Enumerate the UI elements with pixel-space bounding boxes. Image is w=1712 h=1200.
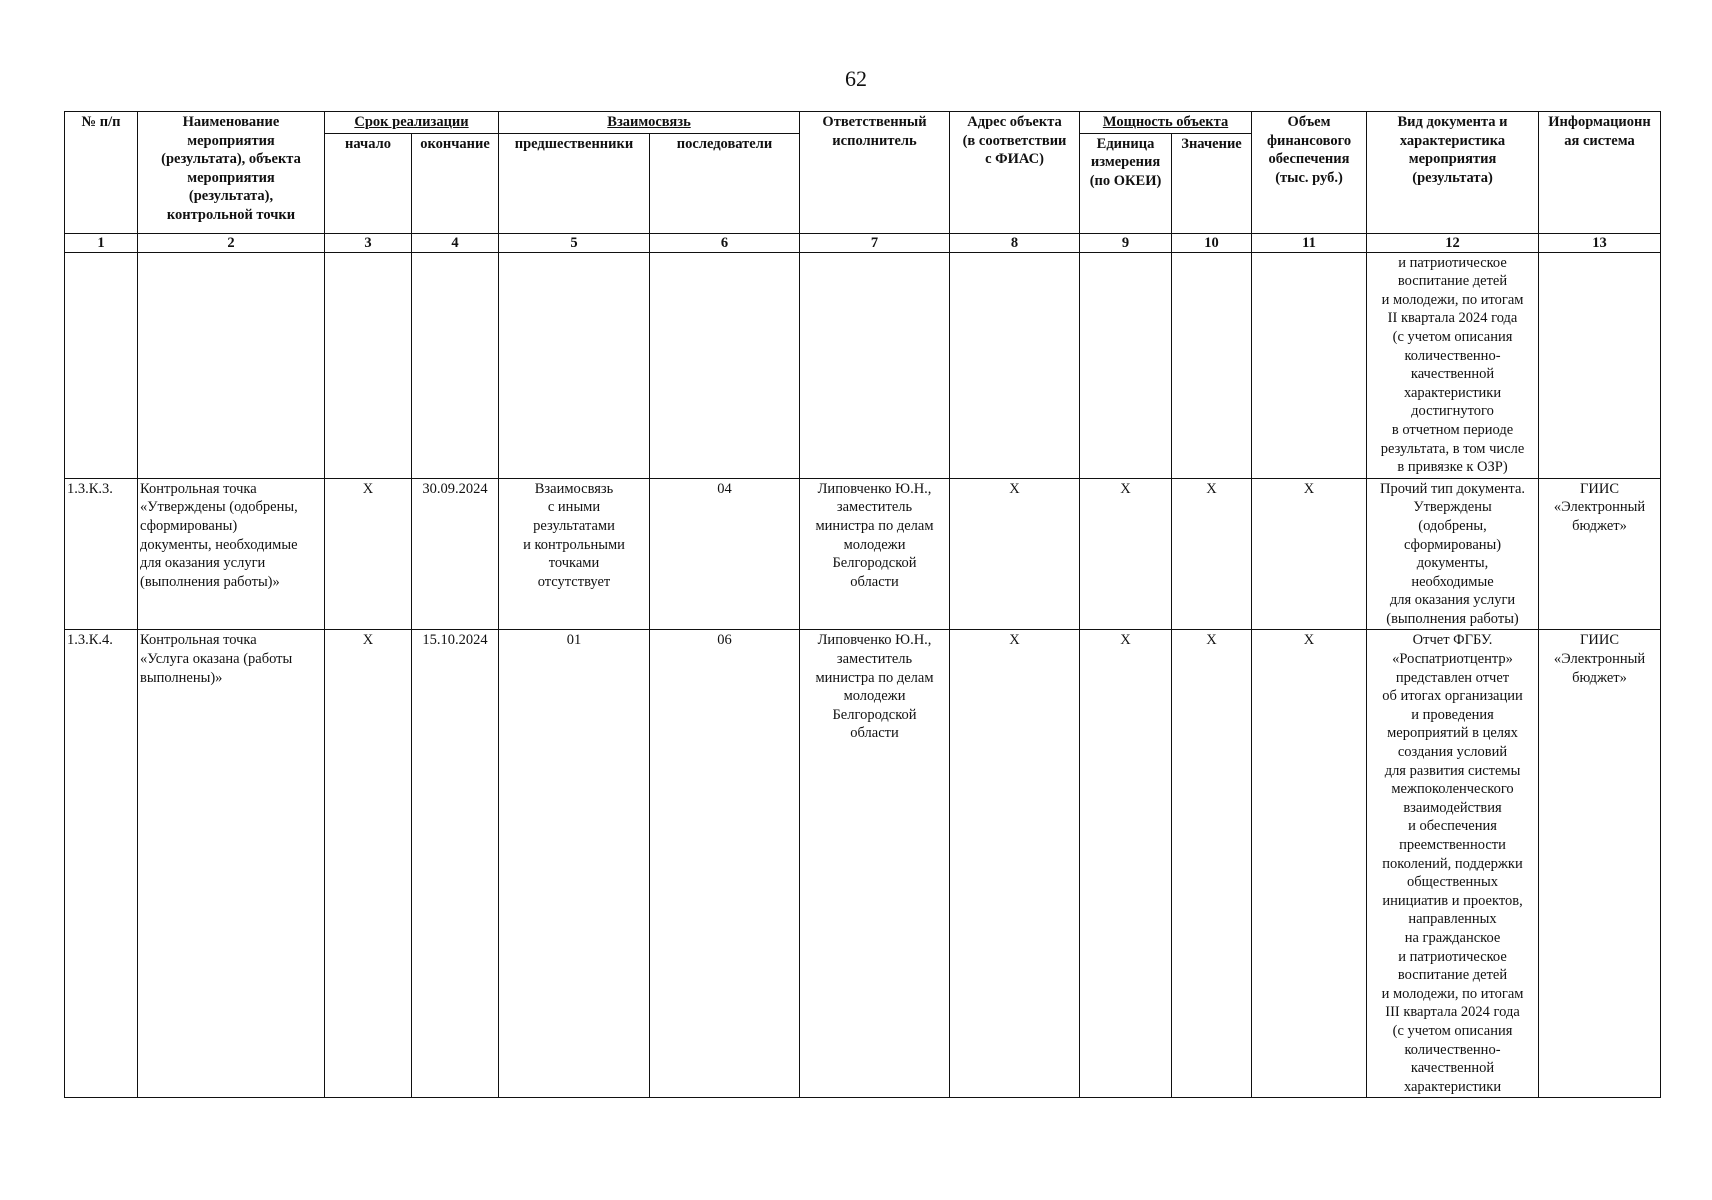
cell-value: X <box>1172 630 1252 1098</box>
text-line: (с учетом описания <box>1392 328 1513 345</box>
cell-info-system <box>1539 478 1661 630</box>
text-line: документы, <box>1416 555 1489 572</box>
cell-successors: 04 <box>650 478 800 630</box>
text-line: поколений, поддержки <box>1382 855 1523 872</box>
text-line: измерения <box>1090 154 1161 171</box>
cell-finance: X <box>1252 478 1367 630</box>
column-number: 13 <box>1539 233 1661 252</box>
column-number: 2 <box>138 233 325 252</box>
header-period-group: Срок реализации <box>325 112 499 134</box>
text-line: Утверждены <box>1413 499 1492 516</box>
cell-predecessors <box>499 478 650 630</box>
text-line: министра по делам <box>815 517 934 534</box>
text-line: документы, необходимые <box>140 536 298 553</box>
cell-num: 1.3.К.3. <box>65 478 138 630</box>
text-line: (результата), <box>188 188 274 205</box>
cell-unit: X <box>1080 630 1172 1098</box>
column-number: 4 <box>412 233 499 252</box>
text-line: для развития системы <box>1384 762 1521 779</box>
column-number: 6 <box>650 233 800 252</box>
cell-empty <box>1539 252 1661 478</box>
text-line: (тыс. руб.) <box>1275 169 1343 186</box>
table-row <box>65 630 1661 1098</box>
text-line: мероприятия <box>1408 151 1497 168</box>
cell-empty <box>138 252 325 478</box>
text-line: результата, в том числе <box>1380 440 1525 457</box>
text-line: Наименование <box>182 114 280 130</box>
text-line: создания условий <box>1397 744 1508 761</box>
text-line: и патриотическое <box>1398 948 1507 965</box>
column-number: 7 <box>800 233 950 252</box>
text-line: контрольной точки <box>166 206 296 223</box>
text-line: Вид документа и <box>1397 114 1508 130</box>
column-number: 1 <box>65 233 138 252</box>
text-line: «Утверждены (одобрены, <box>140 499 298 516</box>
text-line: качественной <box>1410 1060 1495 1077</box>
text-line: (выполнения работы)» <box>140 573 280 590</box>
cell-value: X <box>1172 478 1252 630</box>
cell-address: X <box>950 478 1080 630</box>
text-line: взаимодействия <box>1403 799 1502 816</box>
text-line: об итогах организации <box>1382 688 1523 705</box>
cell-empty <box>950 252 1080 478</box>
cell-predecessors <box>499 630 650 1098</box>
cell-address: X <box>950 630 1080 1098</box>
text-line: III квартала 2024 года <box>1385 1004 1520 1021</box>
header-row-1 <box>65 112 1661 134</box>
text-line: отсутствует <box>537 573 611 590</box>
text-line: Ответственный <box>822 114 927 130</box>
text-line: ГИИС <box>1580 632 1620 649</box>
header-doc-type <box>1367 112 1539 234</box>
text-line: II квартала 2024 года <box>1387 310 1518 327</box>
text-line: в привязке к ОЗР) <box>1397 459 1508 476</box>
header-finance <box>1252 112 1367 234</box>
text-line: мероприятия <box>187 169 275 186</box>
text-line: качественной <box>1410 366 1495 383</box>
header-value: Значение <box>1172 133 1252 233</box>
text-line: мероприятия <box>187 132 275 149</box>
text-line: характеристики <box>1403 384 1502 401</box>
text-line: министра по делам <box>815 669 934 686</box>
text-line: заместитель <box>836 499 913 516</box>
text-line: (результата), объекта <box>161 151 301 168</box>
cell-end: 15.10.2024 <box>412 630 499 1098</box>
cell-unit: X <box>1080 478 1172 630</box>
text-line: и обеспечения <box>1408 818 1497 835</box>
text-line: сформированы) <box>1403 536 1502 553</box>
text-line: (по ОКЕИ) <box>1089 172 1162 189</box>
text-line: Белгородской <box>832 706 917 723</box>
page-number: 62 <box>845 66 867 91</box>
text-line: 01 <box>566 632 582 649</box>
table-row-continuation <box>65 252 1661 478</box>
cell-end: 30.09.2024 <box>412 478 499 630</box>
text-line: Единица <box>1096 135 1155 152</box>
text-line: количественно- <box>1404 1041 1501 1058</box>
text-line: Объем <box>1287 114 1331 130</box>
text-line: межпоколенческого <box>1391 781 1514 798</box>
text-line: Контрольная точка <box>140 632 257 649</box>
column-number: 10 <box>1172 233 1252 252</box>
text-line: характеристика <box>1399 132 1506 149</box>
text-line: молодежи <box>843 536 906 553</box>
header-num: № п/п <box>65 112 138 234</box>
cell-doc-description <box>1367 478 1539 630</box>
text-line: преемственности <box>1399 837 1506 853</box>
text-line: области <box>850 573 899 590</box>
text-line: Контрольная точка <box>140 480 257 497</box>
header-unit <box>1080 133 1172 233</box>
text-line: заместитель <box>836 651 913 668</box>
text-line: направленных <box>1408 911 1497 928</box>
text-line: для оказания услуги <box>140 555 266 572</box>
text-line: для оказания услуги <box>1389 592 1516 609</box>
cell-empty <box>1252 252 1367 478</box>
plan-table <box>64 111 1661 1098</box>
header-info-system <box>1539 112 1661 234</box>
text-line: «Электронный <box>1553 499 1646 516</box>
column-number: 12 <box>1367 233 1539 252</box>
cell-start: X <box>325 478 412 630</box>
text-line: сформированы) <box>140 517 238 534</box>
text-line: количественно- <box>1404 347 1501 364</box>
text-line: необходимые <box>1411 573 1494 590</box>
column-number: 5 <box>499 233 650 252</box>
text-line: бюджет» <box>1572 517 1627 534</box>
text-line: воспитание детей <box>1397 273 1508 290</box>
text-line: и молодежи, по итогам <box>1381 291 1524 308</box>
column-number: 9 <box>1080 233 1172 252</box>
text-line: «Услуга оказана (работы <box>140 651 293 668</box>
column-number: 11 <box>1252 233 1367 252</box>
cell-finance: X <box>1252 630 1367 1098</box>
header-start: начало <box>325 133 412 233</box>
text-line: области <box>850 725 899 742</box>
text-line: общественных <box>1406 874 1499 891</box>
cell-empty <box>325 252 412 478</box>
cell-info-system <box>1539 630 1661 1098</box>
text-line: (выполнения работы) <box>1386 610 1519 627</box>
cell-name <box>138 478 325 630</box>
cell-name <box>138 630 325 1098</box>
text-line: Белгородской <box>832 555 917 572</box>
text-line: мероприятий в целях <box>1387 725 1518 742</box>
header-name <box>138 112 325 234</box>
header-responsible <box>800 112 950 234</box>
cell-responsible <box>800 630 950 1098</box>
cell-empty <box>1080 252 1172 478</box>
text-line: бюджет» <box>1572 669 1627 686</box>
text-line: и проведения <box>1411 706 1494 723</box>
cell-doc-description <box>1367 252 1539 478</box>
text-line: на гражданское <box>1404 929 1501 946</box>
text-line: «Роспатриотцентр» <box>1392 651 1513 668</box>
text-line: Взаимосвязь <box>534 480 614 497</box>
text-line: финансового <box>1266 132 1352 149</box>
text-line: молодежи <box>843 688 906 705</box>
header-successors: последователи <box>650 133 800 233</box>
text-line: и молодежи, по итогам <box>1381 985 1524 1002</box>
text-line: Адрес объекта <box>967 114 1062 130</box>
header-address <box>950 112 1080 234</box>
text-line: (результата) <box>1412 169 1493 186</box>
text-line: инициатив и проектов, <box>1382 892 1523 909</box>
text-line: достигнутого <box>1411 403 1494 420</box>
cell-empty <box>65 252 138 478</box>
cell-successors: 06 <box>650 630 800 1098</box>
column-number: 3 <box>325 233 412 252</box>
text-line: Информационн <box>1548 114 1651 130</box>
text-line: и контрольными <box>523 536 625 553</box>
text-line: (с учетом описания <box>1392 1022 1513 1039</box>
header-relation-group: Взаимосвязь <box>499 112 800 134</box>
text-line: характеристики <box>1403 1078 1502 1095</box>
cell-empty <box>800 252 950 478</box>
table-row <box>65 478 1661 630</box>
text-line: с ФИАС) <box>985 151 1044 168</box>
text-line: Липовченко Ю.Н., <box>817 632 932 649</box>
text-line: «Электронный <box>1553 651 1646 668</box>
text-line: с иными <box>547 499 601 516</box>
cell-start: X <box>325 630 412 1098</box>
text-line: обеспечения <box>1268 151 1350 168</box>
text-line: представлен отчет <box>1395 669 1510 686</box>
header-capacity-group: Мощность объекта <box>1080 112 1252 134</box>
header-end: окончание <box>412 133 499 233</box>
text-line: Отчет ФГБУ. <box>1412 632 1493 649</box>
text-line: ая система <box>1564 132 1635 149</box>
text-line: Липовченко Ю.Н., <box>817 480 932 497</box>
text-line: (в соответствии <box>962 132 1067 149</box>
cell-num: 1.3.К.4. <box>65 630 138 1098</box>
column-number: 8 <box>950 233 1080 252</box>
cell-empty <box>650 252 800 478</box>
cell-responsible <box>800 478 950 630</box>
header-predecessors: предшественники <box>499 133 650 233</box>
cell-doc-description <box>1367 630 1539 1098</box>
column-numbers-row <box>65 233 1661 252</box>
text-line: воспитание детей <box>1397 967 1508 984</box>
text-line: (одобрены, <box>1418 517 1487 534</box>
text-line: Прочий тип документа. <box>1380 480 1526 497</box>
cell-empty <box>412 252 499 478</box>
text-line: и патриотическое <box>1398 254 1507 271</box>
text-line: точками <box>548 555 600 572</box>
text-line: результатами <box>533 517 615 534</box>
text-line: в отчетном периоде <box>1391 421 1514 438</box>
text-line: выполнены)» <box>140 669 223 686</box>
cell-empty <box>1172 252 1252 478</box>
cell-empty <box>499 252 650 478</box>
text-line: ГИИС <box>1580 480 1620 497</box>
text-line: исполнитель <box>832 132 917 149</box>
